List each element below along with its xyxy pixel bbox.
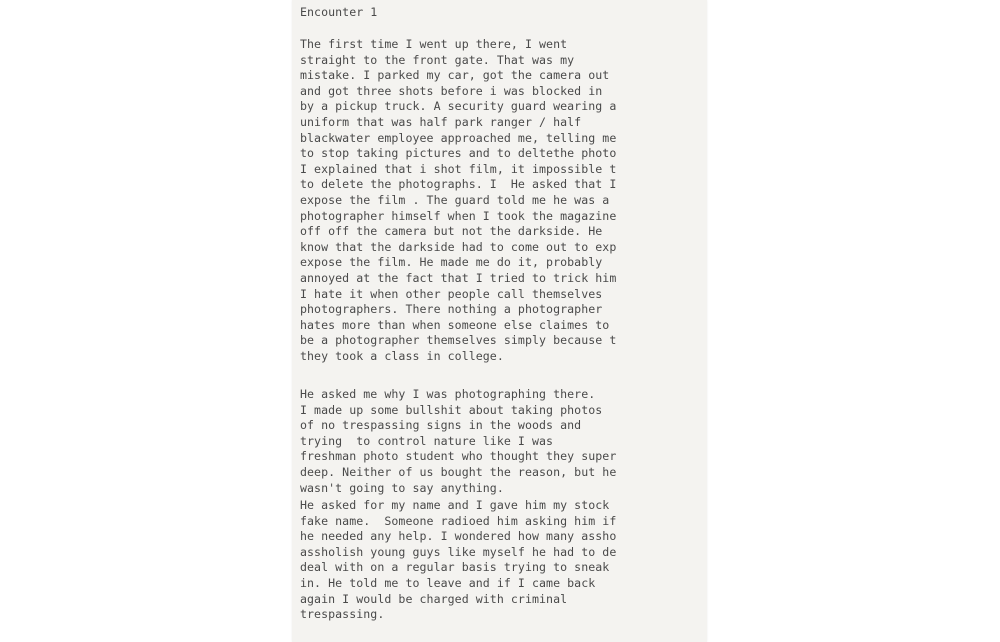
text-line: photographer himself when I took the magazine [300,208,617,223]
text-line: trespassing. [300,607,385,622]
typewritten-page [292,0,707,642]
text-line: trying to control nature like I was [300,433,554,448]
text-line: be a photographer themselves simply because t [300,333,617,348]
text-line: I made up some bullshit about taking photos [300,402,603,417]
text-line: by a pickup truck. A security guard wearing a [300,99,617,114]
text-line: assholish young guys like myself he had to de [300,544,617,559]
text-line: they took a class in college. [300,348,504,363]
text-line: I explained that i shot film, it impossible t [300,161,617,176]
text-line: deep. Neither of us bought the reason, but he [300,464,617,479]
text-line: uniform that was half park ranger / half [300,114,582,129]
text-line: deal with on a regular basis trying to sneak [300,560,610,575]
text-line: again I would be charged with criminal [300,591,568,606]
page-heading: Encounter 1 [300,5,378,19]
text-line: expose the film . The guard told me he was a [300,192,610,207]
text-line: I hate it when other people call themselves [300,286,603,301]
text-line: He asked for my name and I gave him my stock [300,498,610,512]
text-line: blackwater employee approached me, telling me [300,130,617,145]
text-line: wasn't going to say anything. [300,480,504,495]
text-line: expose the film. He made me do it, probably [300,255,603,270]
text-line: know that the darkside had to come out to exp [300,239,617,254]
text-line: and got three shots before i was blocked in [300,83,603,98]
text-line: photographers. There nothing a photographer [300,302,603,317]
text-line: The first time I went up there, I went [300,37,568,51]
text-line: He asked me why I was photographing there. [300,387,596,401]
text-line: mistake. I parked my car, got the camera out [300,68,610,83]
paragraph-1 [300,37,710,364]
text-line: in. He told me to leave and if I came back [300,575,596,590]
text-line: off off the camera but not the darkside. He [300,224,603,239]
text-line: straight to the front gate. That was my [300,52,575,67]
text-line: to stop taking pictures and to deltethe photo [300,146,617,161]
text-line: of no trespassing signs in the woods and [300,418,582,433]
paragraph-3 [300,498,710,623]
text-line: hates more than when someone else claimes to [300,317,610,332]
text-line: annoyed at the fact that I tried to trick him [300,270,617,285]
text-line: to delete the photographs. I He asked that I [300,177,617,192]
paragraph-2 [300,387,710,496]
text-line: fake name. Someone radioed him asking him if [300,513,617,528]
text-line: freshman photo student who thought they super [300,449,617,464]
text-line: he needed any help. I wondered how many assho [300,529,617,544]
